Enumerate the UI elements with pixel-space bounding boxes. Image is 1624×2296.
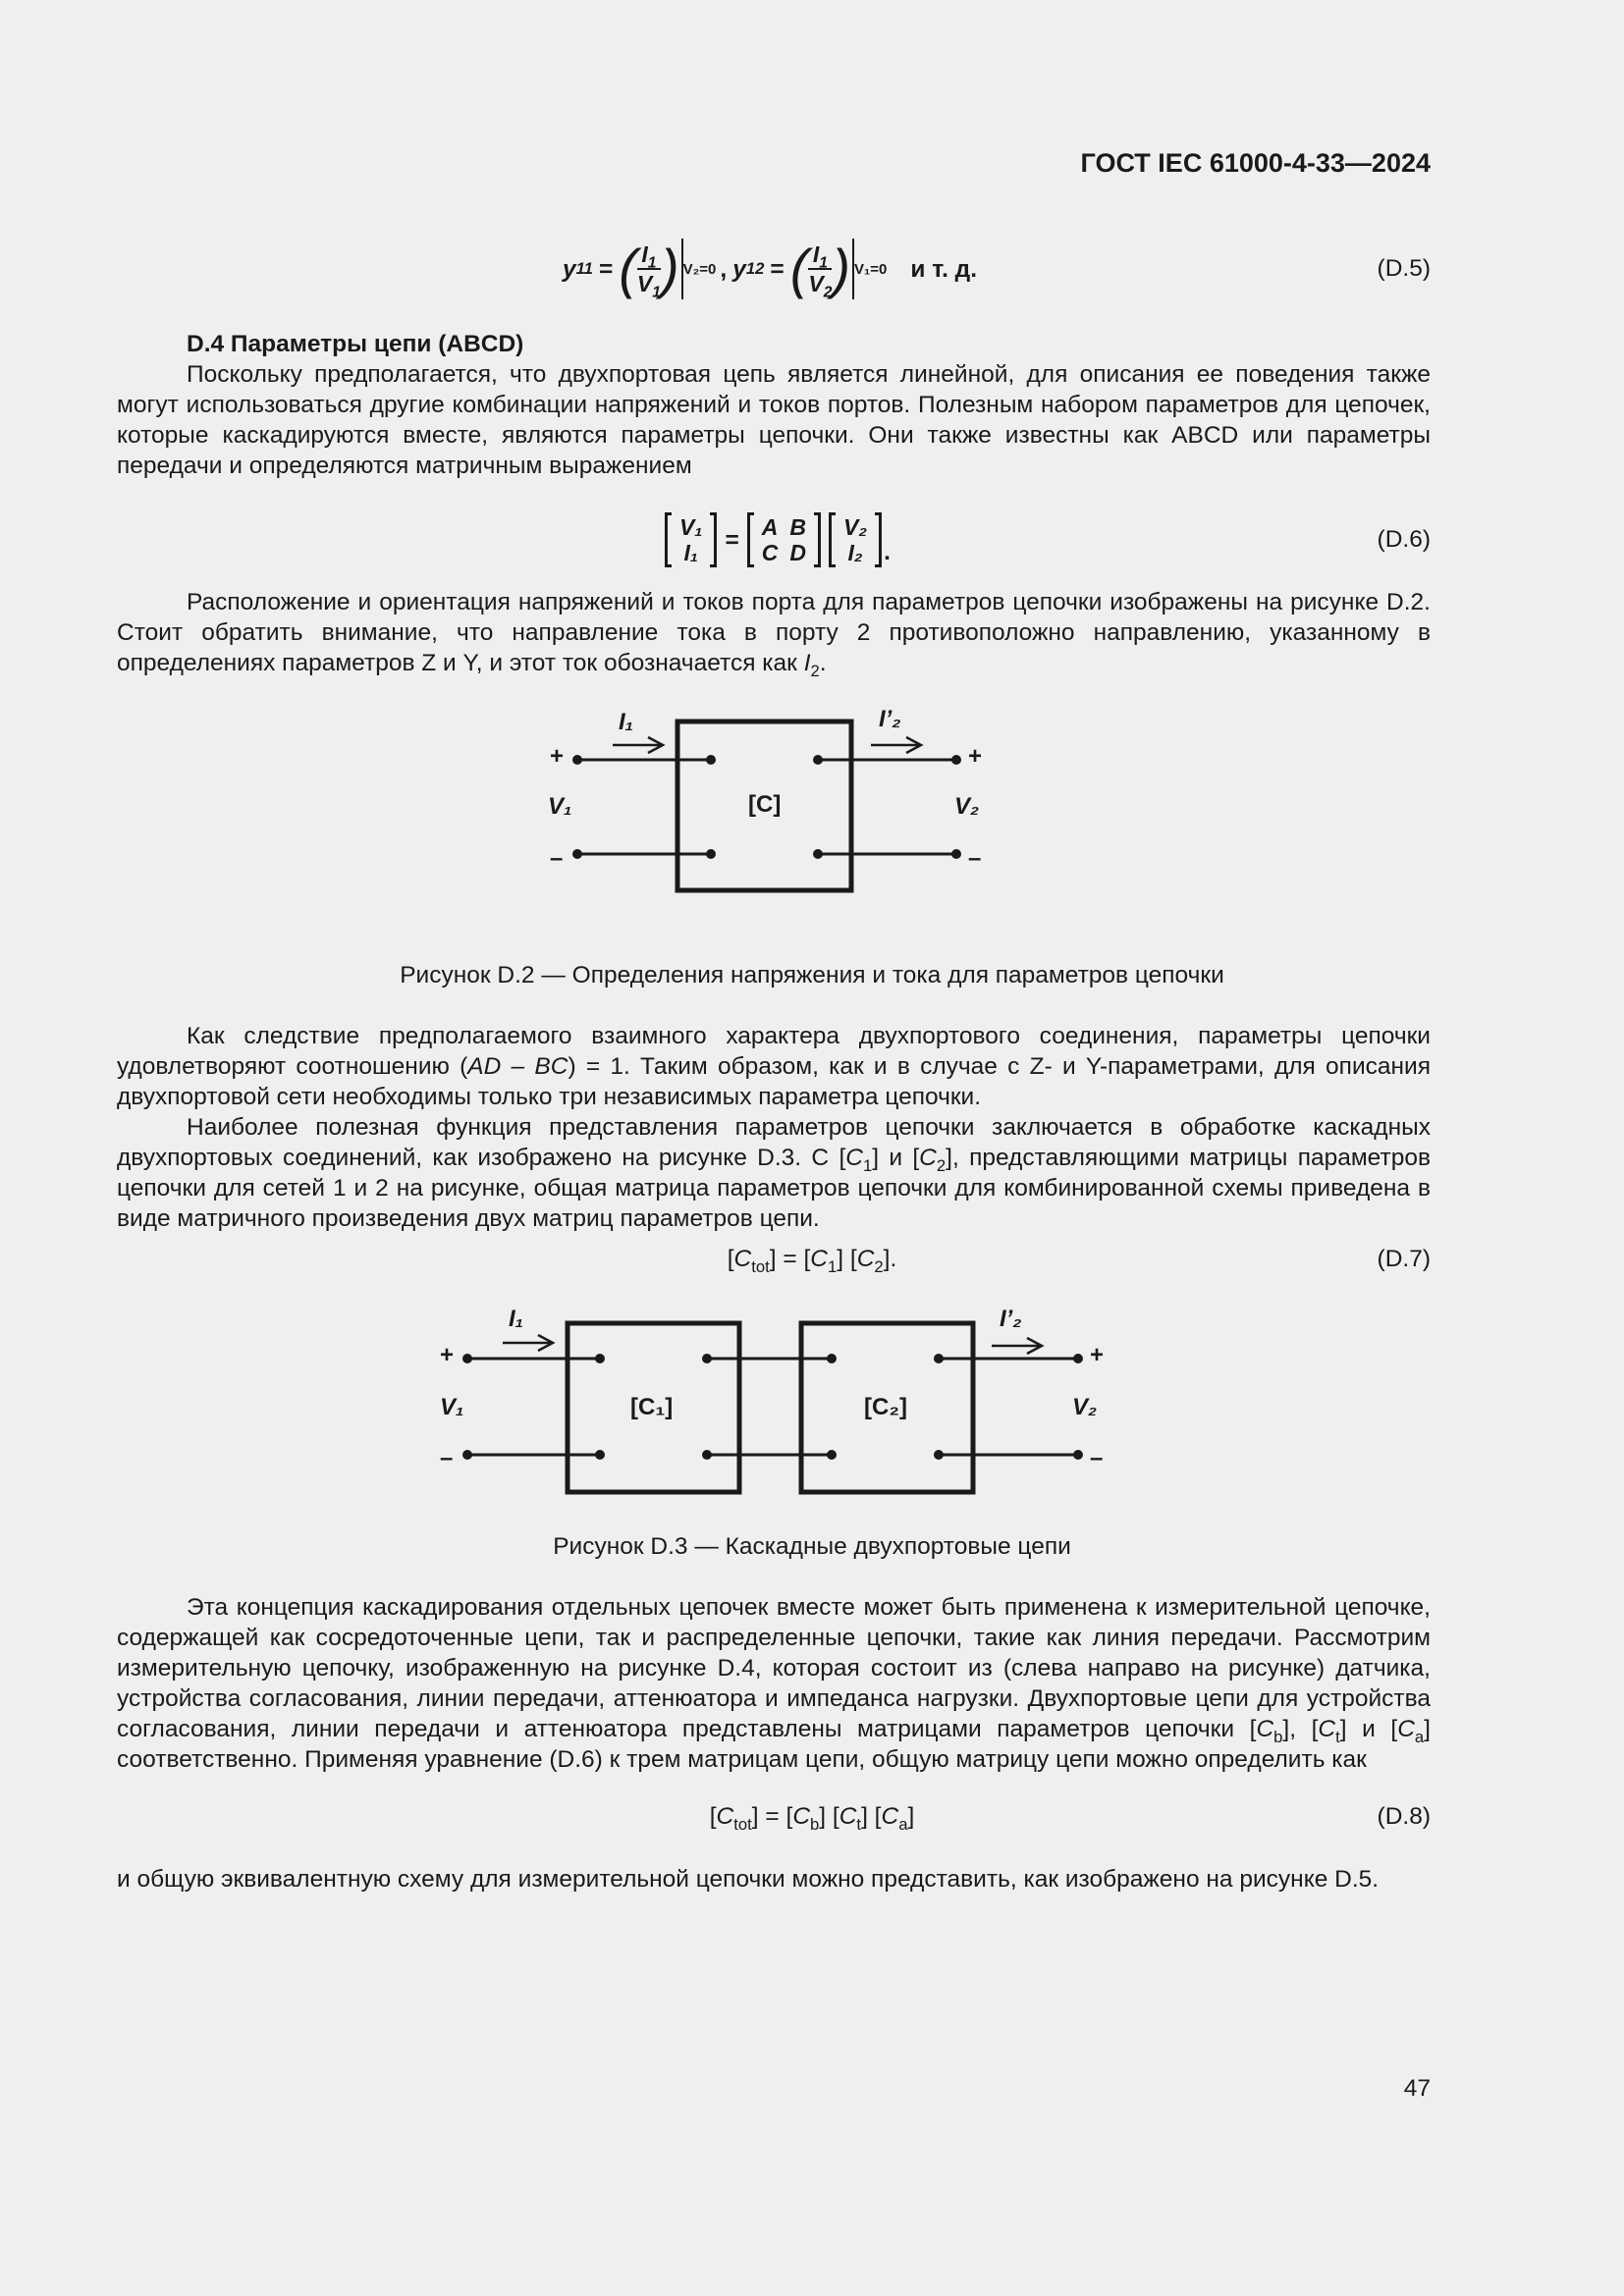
label-i1: I₁ xyxy=(619,709,634,735)
terminal-dot xyxy=(462,1354,472,1363)
figure-d2-caption: Рисунок D.2 — Определения напряжения и тока для параметров цепочки xyxy=(400,962,1224,988)
label-minus-left: – xyxy=(550,845,564,872)
terminal-dot xyxy=(1073,1450,1083,1460)
label-box-c2: [C₂] xyxy=(864,1394,907,1420)
equation-number-d6: (D.6) xyxy=(1377,526,1431,553)
equation-d5: y 11 = ( $\frac{I_1}{V_1}$ ) V₂=0 , y 12 = ( $\frac{I_1}{V_2}$ ) V₁=0 и т. д. xyxy=(563,238,978,301)
paragraph-5: Эта концепция каскадирования отдельных цепочек вместе может быть применена к измерительной цепочке, содержащей как сосредоточенные цепи, так и распределенные цепочки, такие как линия передачи. Рассмотрим измерительную цепочку, изображенную на рисунке D.4, которая состоит из (слева направо на рисунке) датчика, устройства согласования, линии передачи, аттенюатора и импеданса нагрузки. Двухпортовые цепи для устройства согласования, линии передачи и аттенюатора представлены матрицами параметров цепочки $[C_b]$, $[C_t]$ и $[C_a]$ соответственно. Применяя уравнение (D.6) к трем матрицам цепи, общую матрицу цепи можно определить как xyxy=(117,1594,1431,1773)
equation-number-d7: (D.7) xyxy=(1377,1246,1431,1272)
terminal-dot xyxy=(934,1354,944,1363)
paragraphs-3-4 xyxy=(117,1021,1431,1234)
figure-d2-diagram xyxy=(530,692,1001,898)
document-header: ГОСТ IEC 61000-4-33—2024 xyxy=(1080,148,1431,178)
label-v2: V₂ xyxy=(954,793,980,820)
terminal-dot xyxy=(706,849,716,859)
label-v1: V₁ xyxy=(440,1394,464,1420)
terminal-dot xyxy=(827,1450,837,1460)
matrix-v2-i2: V₂ I₂ xyxy=(829,512,882,567)
terminal-dot xyxy=(813,755,823,765)
label-box-c: [C] xyxy=(748,791,782,818)
matrix-abcd: A B C D xyxy=(747,512,821,567)
fraction-i1-v2: $\frac{I_1}{V_2}$ xyxy=(808,241,833,301)
paragraph-1: Поскольку предполагается, что двухпортовая цепь является линейной, для описания ее поведения также могут использоваться другие комбинации напряжений и токов портов. Полезным набором параметров для цепочек, которые каскадируются вместе, являются параметры цепочки. Они также известны как ABCD или параметры передачи и определяются матричным выражением xyxy=(117,361,1431,479)
terminal-dot xyxy=(813,849,823,859)
terminal-dot xyxy=(702,1450,712,1460)
matrix-v1-i1: V₁ I₁ xyxy=(665,512,717,567)
figure-d3-diagram xyxy=(422,1291,1129,1502)
page-number: 47 xyxy=(1403,2075,1431,2102)
section-heading: D.4 Параметры цепи (ABCD) xyxy=(187,331,524,357)
paragraph-6: и общую эквивалентную схему для измерительной цепочки можно представить, как изображено на рисунке D.5. xyxy=(117,1866,1380,1893)
equation-d6: V₁ I₁ = A B C D V₂ I₂ . xyxy=(665,512,891,567)
label-plus-right: + xyxy=(968,743,983,770)
equation-number-d5: (D.5) xyxy=(1377,255,1431,282)
label-i2: I’₂ xyxy=(1000,1306,1022,1332)
fraction-i1-v1: $\frac{I_1}{V_1}$ xyxy=(636,241,661,301)
label-plus-right: + xyxy=(1090,1342,1105,1368)
paragraph-3: Как следствие предполагаемого взаимного характера двухпортового соединения, параметры цепочки удовлетворяют соотношению (AD – BC) = 1. Таким образом, как и в случае с Z- и Y-параметрами, для описания двухпортовой сети необходимы только три независимых параметра цепочки. xyxy=(117,1023,1431,1110)
equation-d8: $[C_{tot}] = [C_b]$ $[C_t]$ $[C_a]$ xyxy=(709,1803,915,1834)
label-plus-left: + xyxy=(440,1342,455,1368)
paragraph-2: Расположение и ориентация напряжений и токов порта для параметров цепочки изображены на рисунке D.2. Стоит обратить внимание, что направление тока в порту 2 противоположно направлению, указанному в определениях параметров Z и Y, и этот ток обозначается как $I_2$. xyxy=(117,589,1431,680)
label-i1: I₁ xyxy=(509,1306,524,1332)
label-v2: V₂ xyxy=(1072,1394,1098,1420)
terminal-dot xyxy=(462,1450,472,1460)
terminal-dot xyxy=(572,755,582,765)
label-minus-left: – xyxy=(440,1445,454,1471)
terminal-dot xyxy=(572,849,582,859)
equation-number-d8: (D.8) xyxy=(1377,1803,1431,1830)
terminal-dot xyxy=(827,1354,837,1363)
label-v1: V₁ xyxy=(548,793,572,820)
terminal-dot xyxy=(951,755,961,765)
terminal-dot xyxy=(1073,1354,1083,1363)
label-minus-right: – xyxy=(1090,1445,1104,1471)
figure-d3-caption: Рисунок D.3 — Каскадные двухпортовые цепи xyxy=(553,1533,1071,1560)
terminal-dot xyxy=(595,1450,605,1460)
label-box-c1: [C₁] xyxy=(630,1394,674,1420)
label-i2: I’₂ xyxy=(879,706,901,732)
equation-d7: $[C_{tot}] = [C_1]$ $[C_2]$. xyxy=(727,1246,897,1276)
terminal-dot xyxy=(706,755,716,765)
terminal-dot xyxy=(702,1354,712,1363)
paragraph-4: Наиболее полезная функция представления параметров цепочки заключается в обработке каскадных двухпортовых соединений, как изображено на рисунке D.3. С $[C_1]$ и $[C_2]$, представляющими матрицы параметров цепочки для сетей 1 и 2 на рисунке, общая матрица параметров цепочки для комбинированной схемы приведена в виде матричного произведения двух матриц параметров цепи. xyxy=(117,1114,1431,1232)
label-plus-left: + xyxy=(550,743,565,770)
terminal-dot xyxy=(951,849,961,859)
terminal-dot xyxy=(595,1354,605,1363)
terminal-dot xyxy=(934,1450,944,1460)
section-d4 xyxy=(117,329,1431,481)
label-minus-right: – xyxy=(968,845,982,872)
